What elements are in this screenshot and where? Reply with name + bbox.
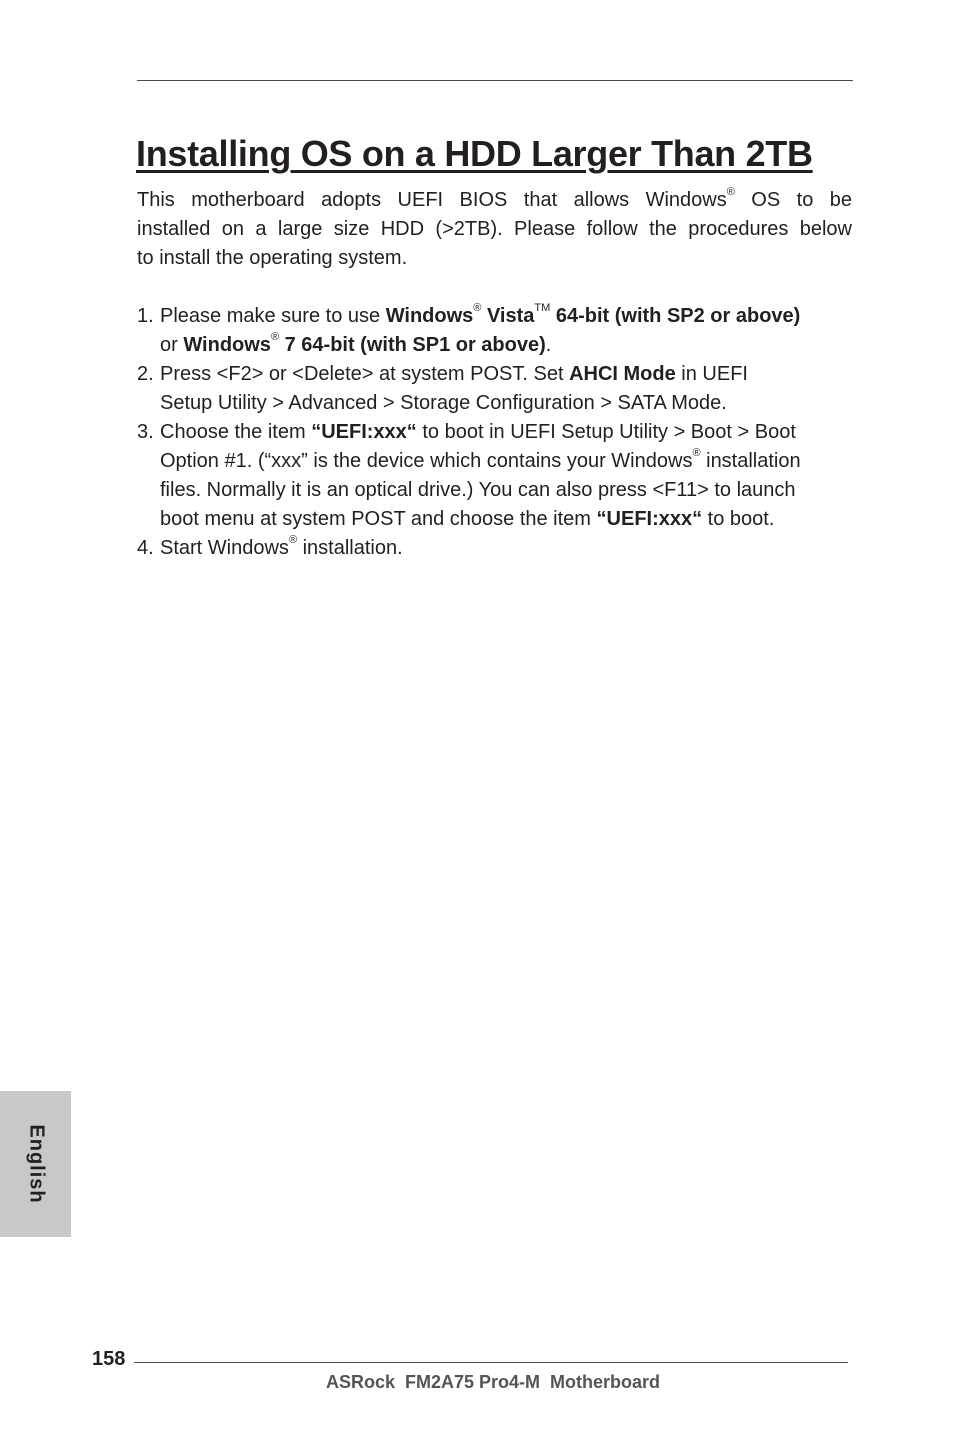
step-3-line-2: Option #1. (“xxx” is the device which contains your Windows® installation — [160, 447, 801, 472]
step-number: 2. — [137, 363, 154, 385]
language-tab-label: English — [25, 1124, 47, 1204]
bottom-divider — [134, 1362, 848, 1363]
step-1-line-1: Please make sure to use Windows® Vista™ 64-bit (with SP2 or above) — [160, 302, 801, 327]
page-number: 158 — [92, 1348, 126, 1370]
step-number: 3. — [137, 421, 154, 443]
step-3 — [137, 418, 853, 534]
step-2-line-2: Setup Utility > Advanced > Storage Configuration > SATA Mode. — [160, 392, 727, 414]
step-number: 1. — [137, 305, 154, 327]
step-3-line-4: boot menu at system POST and choose the item “UEFI:xxx“ to boot. — [160, 508, 775, 530]
steps-list — [137, 302, 853, 563]
intro-line-2: installed on a large size HDD (>2TB). Please follow the procedures below — [137, 218, 852, 240]
step-3-line-1: Choose the item “UEFI:xxx“ to boot in UEFI Setup Utility > Boot > Boot — [160, 421, 796, 443]
footer-product-name: ASRock FM2A75 Pro4-M Motherboard — [326, 1372, 661, 1392]
step-1 — [137, 302, 853, 360]
language-tab — [0, 1091, 71, 1237]
step-2 — [137, 360, 853, 418]
top-divider — [137, 80, 853, 81]
intro-paragraph — [137, 186, 852, 273]
step-4 — [137, 534, 853, 563]
step-3-line-3: files. Normally it is an optical drive.) You can also press <F11> to launch — [160, 479, 796, 501]
step-number: 4. — [137, 537, 154, 559]
step-2-line-1: Press <F2> or <Delete> at system POST. Set AHCI Mode in UEFI — [160, 363, 748, 385]
step-1-line-2: or Windows® 7 64-bit (with SP1 or above). — [160, 331, 552, 356]
registered-mark: ® — [726, 186, 735, 199]
page-title: Installing OS on a HDD Larger Than 2TB — [136, 133, 813, 174]
intro-line-3: to install the operating system. — [137, 247, 408, 269]
step-4-line-1: Start Windows® installation. — [160, 534, 403, 559]
intro-line-1: This motherboard adopts UEFI BIOS that allows Windows® OS to be — [137, 186, 853, 211]
